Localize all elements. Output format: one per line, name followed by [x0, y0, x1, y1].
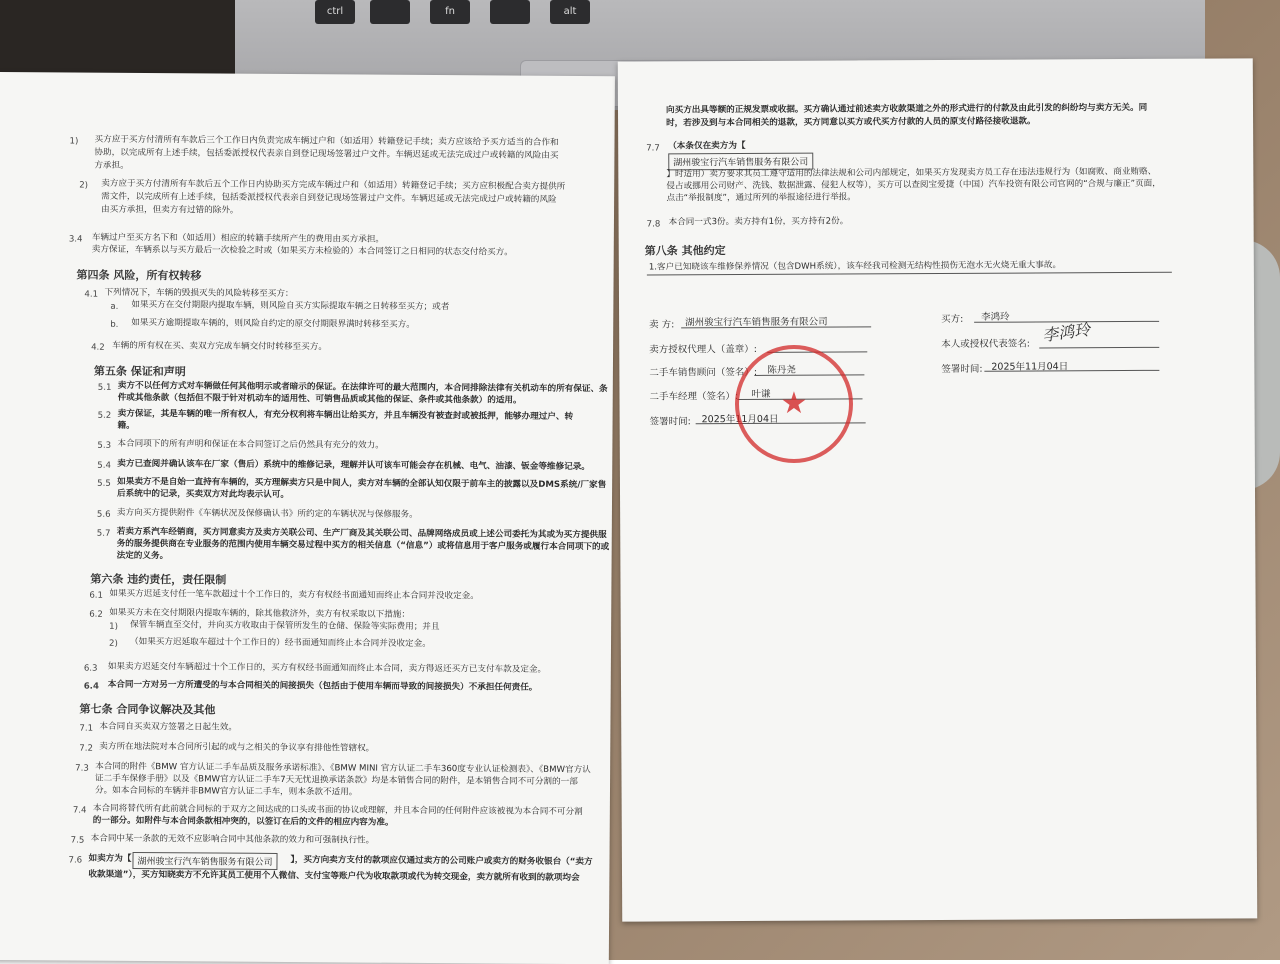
section-heading-5: 第五条 保证和声明: [93, 364, 186, 379]
clause-text: 本合同一方对另一方所遭受的与本合同相关的间接损失（包括由于使用车辆而导致的间接损失）不承担任何责任。: [107, 679, 538, 693]
clause-text: 法定的义务。: [116, 550, 169, 562]
clause-text: 如果卖方不是自始一直持有车辆的，买方理解卖方只是中间人，卖方对车辆的全部认知仅限于前车主的披露以及DMS系统/厂家售: [117, 476, 607, 491]
seller-label: 卖 方:: [649, 319, 675, 331]
clause-num: 6.3: [83, 663, 98, 674]
clause-text: 证二手车保修手册》以及《BMW官方认证二手车7天无忧退换承诺条款》均是本销售合同的附件，是本销售合同不可分割的一部: [95, 773, 578, 788]
clause-num: 5.4: [97, 460, 111, 471]
underline: [681, 326, 871, 328]
clause-text: 需文件，以完成所有上述手续，包括委派授权代表亲自到登记现场签署过户文件。车辆迟延或无法完成过户或转籍的风险: [101, 191, 557, 205]
contract-page-right: [618, 58, 1257, 921]
clause-text: 本合同一式3份。卖方持有1份，买方持有2份。: [668, 216, 849, 228]
seller-date-label: 签署时间:: [649, 416, 691, 428]
section-heading-7: 第七条 合同争议解决及其他: [79, 702, 216, 717]
seller-date-value: 2025年11月04日: [701, 413, 779, 426]
clause-text: 卖方已查阅并确认该车在厂家（售后）系统中的维修记录，理解并认可该车可能会存在机械、电气、油漆、钣金等维修记录。: [117, 458, 590, 473]
clause-num: 5.6: [96, 509, 111, 520]
clause-text: （本条仅在卖方为【: [668, 141, 746, 152]
section-heading-6: 第六条 违约责任，责任限制: [90, 572, 227, 587]
laptop-key: [370, 0, 410, 24]
clause-text: 】时适用）卖方要求其员工遵守适用的法律法规和公司内部规定，如果买方发现卖方员工存在违法违规行为（如腐败、商业贿赂、: [666, 166, 1157, 180]
manager-label: 二手车经理（签名）:: [649, 391, 739, 403]
clause-text: 如果买方在交付期限内提取车辆，则风险自买方实际提取车辆之日转移至买方；或者: [131, 299, 450, 313]
clause-num: 7.6: [68, 855, 83, 866]
buyer-value: 李鸿玲: [981, 311, 1010, 323]
laptop-key-alt: alt: [550, 0, 590, 24]
clause-num: 5.3: [97, 440, 112, 451]
buyer-label: 买方:: [941, 313, 964, 325]
clause-text: 卖方应于买方付清所有车款后五个工作日内协助买方完成车辆过户和（如适用）转籍登记手续；买方应积极配合卖方提供所: [101, 178, 566, 192]
clause-num: 7.8: [646, 219, 661, 230]
clause-text: 本合同项下的所有声明和保证在本合同签订之后仍然具有充分的效力。: [117, 438, 384, 451]
clause-num: 5.2: [97, 410, 112, 421]
clause-text: 卖方保证，其是车辆的唯一所有权人，有充分权利将车辆出让给买方，并且车辆没有被查封或被抵押，能够办理过户、转: [117, 408, 574, 423]
clause-text: 】，买方向卖方支付的款项应仅通过卖方的公司账户或卖方的财务收银台（“卖方: [290, 855, 593, 868]
clause-text: 本合同的附件《BMW 官方认证二手车品质及服务承诺标准》、《BMW MINI 官方认证二手车360度专业认证检测表》、《BMW官方认: [95, 761, 591, 776]
clause-text: 向买方出具等额的正规发票或收据。买方确认通过前述卖方收款渠道之外的形式进行的付款及由此引发的纠纷均与卖方无关。同: [665, 102, 1148, 116]
clause-text: 分。如本合同标的车辆并非BMW官方认证二手车，则本条款不适用。: [94, 785, 358, 798]
laptop-key: [490, 0, 530, 24]
seller-name-box: 湖州骏宝行汽车销售服务有限公司: [132, 852, 277, 870]
clause-num: 6.2: [89, 609, 103, 620]
clause-text: 件或其他条款（包括但不限于针对机动车的适用性、可销售品质或其他的保证、条件或其他条款）的适用。: [117, 392, 522, 406]
clause-num: 3.4: [68, 234, 83, 245]
buyer-date-label: 签署时间:: [941, 363, 983, 375]
clause-num: 5.5: [97, 478, 111, 489]
clause-num: 4.2: [91, 342, 105, 353]
salesman-label: 二手车销售顾问（签名）:: [649, 366, 758, 379]
clause-num: 1): [69, 136, 79, 147]
clause-num: 2): [108, 638, 118, 649]
laptop-key-fn: fn: [430, 0, 470, 24]
clause-text: 如果买方迟延支付任一笔车款超过十个工作日的，卖方有权经书面通知而终止本合同并没收定金。: [109, 588, 479, 602]
underline: [984, 370, 1159, 372]
clause-text: 如果卖方迟延交付车辆超过十个工作日的，买方有权经书面通知而终止本合同，卖方得返还买方已支付车款及定金。: [107, 661, 547, 675]
clause-text: 方承担。: [94, 160, 129, 171]
clause-text: 收款渠道”），买方知晓卖方不允许其员工使用个人微信、支付宝等账户代为收取款项或代为转交现金，卖方就所有收到的款项均会: [88, 869, 580, 884]
clause-text: 时，若涉及到与本合同相关的退款，买方同意以买方或代买方付款的人员的原支付路径接收退款。: [666, 116, 1036, 129]
clause-text: 由买方承担，但卖方有过错的除外。: [101, 204, 239, 216]
buyer-date-value: 2025年11月04日: [991, 361, 1069, 373]
clause-num: 6.1: [89, 590, 104, 601]
seller-agent-label: 卖方授权代理人（盖章）:: [649, 343, 757, 356]
clause-num: 5.7: [96, 528, 111, 539]
buyer-sign-label: 本人或授权代表签名:: [941, 338, 1030, 350]
clause-text: 车辆过户至买方名下和（如适用）相应的转籍手续所产生的费用由买方承担。: [91, 232, 385, 245]
seller-value: 湖州骏宝行汽车销售服务有限公司: [685, 316, 828, 329]
clause-text: 若卖方系汽车经销商，买方同意卖方及卖方关联公司、生产厂商及其关联公司、品牌网络成员或上述公司委托为其或为买方提供服: [116, 526, 607, 541]
clause-text: 卖方所在地法院对本合同所引起的或与之相关的争议享有排他性管辖权。: [99, 741, 375, 754]
buyer-handwritten-signature: 李鸿玲: [1041, 319, 1092, 346]
laptop-key-ctrl: ctrl: [315, 0, 355, 24]
clause-num: 7.3: [75, 763, 89, 774]
section-heading-4: 第四条 风险，所有权转移: [76, 268, 202, 283]
clause-text: 卖方保证，车辆系以与买方最后一次检验之时或（如果买方未检验的）本合同签订之日相同的状态交付给买方。: [91, 244, 513, 258]
clause-text: 协助，以完成所有上述手续，包括委派授权代表亲自到登记现场签署过户文件。车辆迟延或无法完成过户或转籍的风险由买: [94, 147, 559, 161]
clause-num: 6.4: [83, 681, 99, 692]
seal-star-icon: ★: [780, 386, 808, 421]
clause-num: 7.4: [72, 805, 87, 816]
clause-num: 4.1: [84, 289, 99, 300]
seller-name-box: 湖州骏宝行汽车销售服务有限公司: [668, 153, 813, 171]
underline: [1039, 347, 1159, 349]
contract-page-left: [0, 72, 615, 964]
clause-text: 侵占或挪用公司财产、洗钱、数据泄露、侵犯人权等），买方可以查阅宝爱捷（中国）汽车投资有限公司官网的“合规与廉正”页面，: [666, 178, 1161, 192]
clause-text: 本合同自买卖双方签署之日起生效。: [99, 721, 237, 733]
company-seal: [735, 345, 853, 463]
clause-num: 5.1: [97, 382, 112, 393]
clause-text: 本合同中某一条款的无效不应影响合同中其他条款的效力和可强制执行性。: [90, 833, 375, 846]
clause-num: 7.5: [70, 835, 85, 846]
clause-num: 1): [109, 621, 118, 632]
section-heading-8: 第八条 其他约定: [644, 244, 726, 258]
clause-text: 卖方向买方提供附件《车辆状况及保修确认书》所约定的车辆状况与保修服务。: [116, 507, 418, 520]
clause-num: a.: [110, 301, 119, 312]
clause-text: 的一部分。如附件与本合同条款相冲突的，以签订在后的文件的相应内容为准。: [92, 815, 394, 828]
clause-text: 后系统中的记录，买卖双方对此均表示认可。: [117, 488, 289, 501]
clause-num: 7.1: [79, 723, 94, 734]
clause-text: 卖方不以任何方式对车辆做任何其他明示或者暗示的保证。在法律许可的最大范围内，本合同排除法律有关机动车的所有保证、条: [117, 380, 608, 395]
manager-value: 叶谦: [751, 388, 771, 400]
clause-num: 7.7: [646, 143, 660, 154]
clause-text: 1.客户已知晓该车维修保养情况（包含DWH系统），该车经我司检测无结构性损伤无泡水无火烧无重大事故。: [648, 260, 1062, 273]
clause-text: 本合同将替代所有此前就合同标的于双方之间达成的口头或书面的协议或理解，并且本合同的任何附件应该被视为本合同不可分割: [92, 803, 583, 818]
clause-text: 如果买方逾期提取车辆的，则风险自约定的原交付期限界满时转移至买方。: [131, 317, 415, 330]
clause-text: 保管车辆直至交付，并向买方收取由于保管所发生的仓储、保险等实际费用；并且: [130, 619, 440, 633]
clause-text: 籍。: [117, 420, 135, 431]
clause-num: b.: [110, 319, 119, 330]
clause-text: 务的服务提供商在专业服务的范围内使用车辆交易过程中买方的相关信息（“信息”）或将信息用于客户服务或履行本合同项下的或: [116, 538, 610, 553]
clause-text: （如果买方迟延取车超过十个工作日的）经书面通知而终止本合同并没收定金。: [129, 636, 431, 650]
clause-text: 车辆的所有权在买、卖双方完成车辆交付时转移至买方。: [112, 340, 327, 353]
clause-num: 7.2: [79, 743, 93, 754]
clause-text: 下列情况下，车辆的毁损灭失的风险转移至买方：: [104, 287, 294, 300]
clause-num: 2): [79, 180, 89, 191]
clause-text: 如果买方未在交付期限内提取车辆的，除其他救济外，卖方有权采取以下措施：: [109, 607, 411, 620]
clause-text: 买方应于买方付清所有车款后三个工作日内负责完成车辆过户和（如适用）转籍登记手续；卖方应该给予买方适当的合作和: [94, 134, 559, 148]
clause-text: 如卖方为【: [88, 853, 132, 864]
salesman-value: 陈丹尧: [767, 364, 796, 376]
clause-text: 点击“举报制度”，通过所列的举报途径进行举报。: [666, 192, 856, 204]
